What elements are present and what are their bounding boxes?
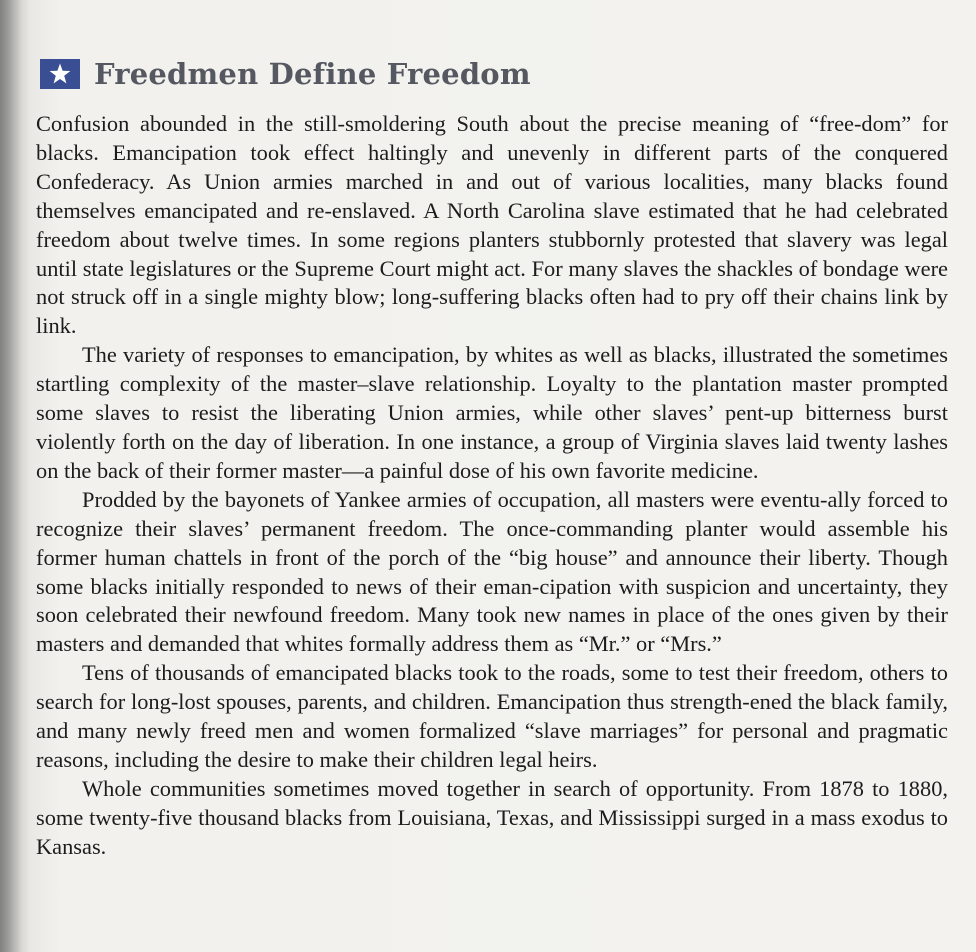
star-glyph (48, 62, 72, 86)
section-heading (40, 54, 531, 94)
star-icon (40, 59, 80, 89)
paragraph-5: Whole communities sometimes moved together in search of opportunity. From 1878 to 1880, some twenty-five thousand blacks from Louisiana, Texas, and Mississippi surged in a mass exodus to Kansas. (36, 775, 948, 859)
page-gutter-shadow (0, 0, 22, 952)
paragraph-4: Tens of thousands of emancipated blacks took to the roads, some to test their freedom, others to search for long-lost spouses, parents, and children. Emancipation thus strength-ened the black family, and many newly freed men and women formalized “slave marriages” for personal and pragmatic reasons, including the desire to make their children legal heirs. (36, 660, 948, 772)
paragraph-3: Prodded by the bayonets of Yankee armies of occupation, all masters were eventu-ally forced to recognize their slaves’ permanent freedom. The once-commanding planter would assemble his former human chattels in front of the porch of the “big house” and announce their liberty. Though some blacks initially responded to news of their eman-cipation with suspicion and uncertainty, they soon celebrated their newfound freedom. Many took new names in place of the ones given by their masters and demanded that whites formally address them as “Mr.” or “Mrs.” (36, 486, 948, 657)
article-body (36, 110, 948, 862)
paragraph-1: Confusion abounded in the still-smoldering South about the precise meaning of “free-dom” for blacks. Emancipation took effect haltingly and unevenly in different parts of the conquered Confederacy. As Union armies marched in and out of various localities, many blacks found themselves emancipated and re-enslaved. A North Carolina slave estimated that he had celebrated freedom about twelve times. In some regions planters stubbornly protested that slavery was legal until state legislatures or the Supreme Court might act. For many slaves the shackles of bondage were not struck off in a single mighty blow; long-suffering blacks often had to pry off their chains link by link. (36, 111, 948, 339)
paragraph-2: The variety of responses to emancipation, by whites as well as blacks, illustrated the sometimes startling complexity of the master–slave relationship. Loyalty to the plantation master prompted some slaves to resist the liberating Union armies, while other slaves’ pent-up bitterness burst violently forth on the day of liberation. In one instance, a group of Virginia slaves laid twenty lashes on the back of their former master—a painful dose of his own favorite medicine. (36, 342, 948, 483)
section-title: Freedmen Define Freedom (94, 57, 531, 91)
